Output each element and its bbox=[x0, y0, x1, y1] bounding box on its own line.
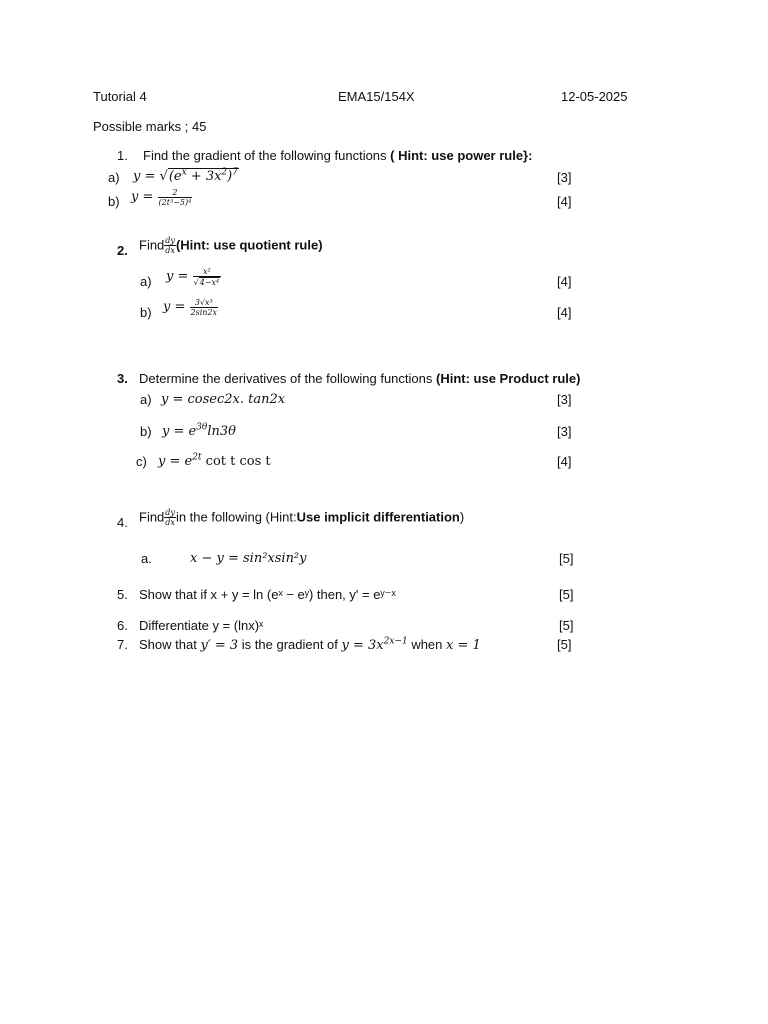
q3-number: 3. bbox=[117, 371, 128, 386]
q2b-label: b) bbox=[140, 305, 152, 320]
q7-number: 7. bbox=[117, 637, 128, 652]
q3c-expression: $y = e^{2t}$ cot t cos t bbox=[158, 452, 271, 469]
q5-text: Show that if x + y = ln (eˣ − eʸ) then, y' = eʸ⁻ˣ bbox=[139, 587, 396, 602]
q4-text: Find $\frac{dy}{dx}$ in the following (Hint:Use implicit differentiation) bbox=[139, 508, 465, 527]
q4a-marks: [5] bbox=[559, 551, 574, 566]
q4-number: 4. bbox=[117, 515, 128, 530]
q3a-label: a) bbox=[140, 392, 152, 407]
q2-number: 2. bbox=[117, 243, 128, 258]
q3a-marks: [3] bbox=[557, 392, 572, 407]
q2a-label: a) bbox=[140, 274, 152, 289]
q1b-label: b) bbox=[108, 194, 120, 209]
q1b-marks: [4] bbox=[557, 194, 572, 209]
q1b-expression: y = $\frac{2}{\text{(2t³−5)⁴}}$ bbox=[131, 188, 192, 207]
q7-text: Show that y′ = 3 is the gradient of $y = 3x^{2x-1}$ when x = 1 bbox=[139, 636, 481, 653]
q3b-label: b) bbox=[140, 424, 152, 439]
q3c-label: c) bbox=[136, 454, 147, 469]
q2-text: Find $\frac{dy}{dx}$ (Hint: use quotient rule) bbox=[139, 236, 323, 255]
q2a-marks: [4] bbox=[557, 274, 572, 289]
q3b-marks: [3] bbox=[557, 424, 572, 439]
q1-text: Find the gradient of the following functions ( Hint: use power rule}: bbox=[143, 148, 533, 163]
q1a-label: a) bbox=[108, 170, 120, 185]
header-right: 12-05-2025 bbox=[561, 89, 628, 104]
q5-marks: [5] bbox=[559, 587, 574, 602]
q1-number: 1. bbox=[117, 148, 128, 163]
q3a-expression: y = cosec2x. tan2x bbox=[161, 392, 286, 407]
q6-number: 6. bbox=[117, 618, 128, 633]
q7-marks: [5] bbox=[557, 637, 572, 652]
q4a-label: a. bbox=[141, 551, 152, 566]
possible-marks: Possible marks ; 45 bbox=[93, 119, 207, 134]
q2b-expression: y = $\frac{\text{3√x³}}{2\sin 2x}$ bbox=[163, 298, 218, 317]
q3b-expression: $y = e^{3\theta}\ln 3\theta$ bbox=[162, 422, 236, 439]
header-left: Tutorial 4 bbox=[93, 89, 147, 104]
q3c-marks: [4] bbox=[557, 454, 572, 469]
q3-text: Determine the derivatives of the following functions (Hint: use Product rule) bbox=[139, 371, 581, 386]
q2a-expression: y = $\frac{\text{x²}}{\text{√4−x⁴}}$ bbox=[166, 267, 220, 287]
header-center: EMA15/154X bbox=[338, 89, 415, 104]
q4a-expression: x − y = sin²xsin²y bbox=[190, 551, 307, 566]
q1a-expression: $y = √(e^x + 3x^2)^7$ bbox=[133, 167, 238, 184]
q5-number: 5. bbox=[117, 587, 128, 602]
q2b-marks: [4] bbox=[557, 305, 572, 320]
q1a-marks: [3] bbox=[557, 170, 572, 185]
q6-marks: [5] bbox=[559, 618, 574, 633]
q6-text: Differentiate y = (lnx)ˣ bbox=[139, 618, 264, 633]
